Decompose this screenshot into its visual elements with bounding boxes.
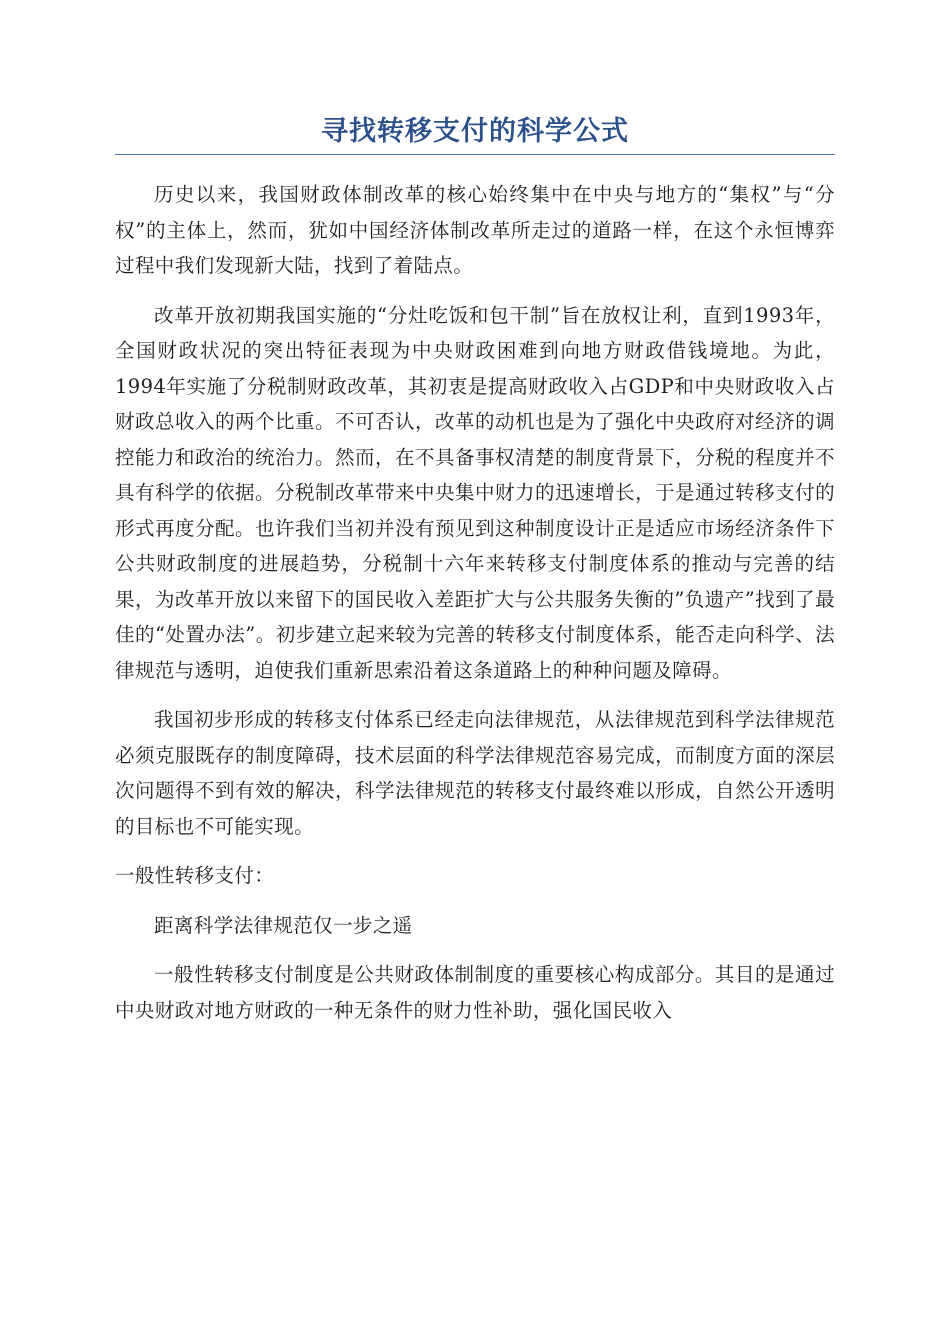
paragraph-reform-history: 改革开放初期我国实施的“分灶吃饭和包干制”旨在放权让利，直到1993年，全国财政状况的突出特征表现为中央财政困难到向地方财政借钱境地。为此，1994年实施了分税制财政改革，其初衷是提高财政收入占GDP和中央财政收入占财政总收入的两个比重。不可否认，改革的动机也是为了强化中央政府对经济的调控能力和政治的统治力。然而，在不具备事权清楚的制度背景下，分税的程度并不具有科学的依据。分税制改革带来中央集中财力的迅速增长，于是通过转移支付的形式再度分配。也许我们当初并没有预见到这种制度设计正是适应市场经济条件下公共财政制度的进展趋势，分税制十六年来转移支付制度体系的推动与完善的结果，为改革开放以来留下的国民收入差距扩大与公共服务失衡的”负遗产”找到了最佳的“处置办法”。初步建立起来较为完善的转移支付制度体系，能否走向科学、法律规范与透明，迫使我们重新思索沿着这条道路上的种种问题及障碍。 xyxy=(115,303,835,682)
section-subheading: 距离科学法律规范仅一步之遥 xyxy=(154,913,413,937)
paragraph-general-transfer: 一般性转移支付制度是公共财政体制制度的重要核心构成部分。其目的是通过中央财政对地方财政的一种无条件的财力性补助，强化国民收入 xyxy=(115,963,835,1022)
paragraph-legal-standard: 我国初步形成的转移支付体系已经走向法律规范，从法律规范到科学法律规范必须克服既存的制度障碍，技术层面的科学法律规范容易完成，而制度方面的深层次问题得不到有效的解决，科学法律规范的转移支付最终难以形成，自然公开透明的目标也不可能实现。 xyxy=(115,708,835,838)
document-title: 寻找转移支付的科学公式 xyxy=(321,116,629,147)
title-underline xyxy=(115,154,835,155)
document-page xyxy=(115,110,835,1042)
paragraph-intro: 历史以来，我国财政体制改革的核心始终集中在中央与地方的“集权”与“分权”的主体上，然而，犹如中国经济体制改革所走过的道路一样，在这个永恒博弈过程中我们发现新大陆，找到了着陆点。 xyxy=(115,183,835,277)
section-heading-general-transfer: 一般性转移支付： xyxy=(115,864,275,887)
